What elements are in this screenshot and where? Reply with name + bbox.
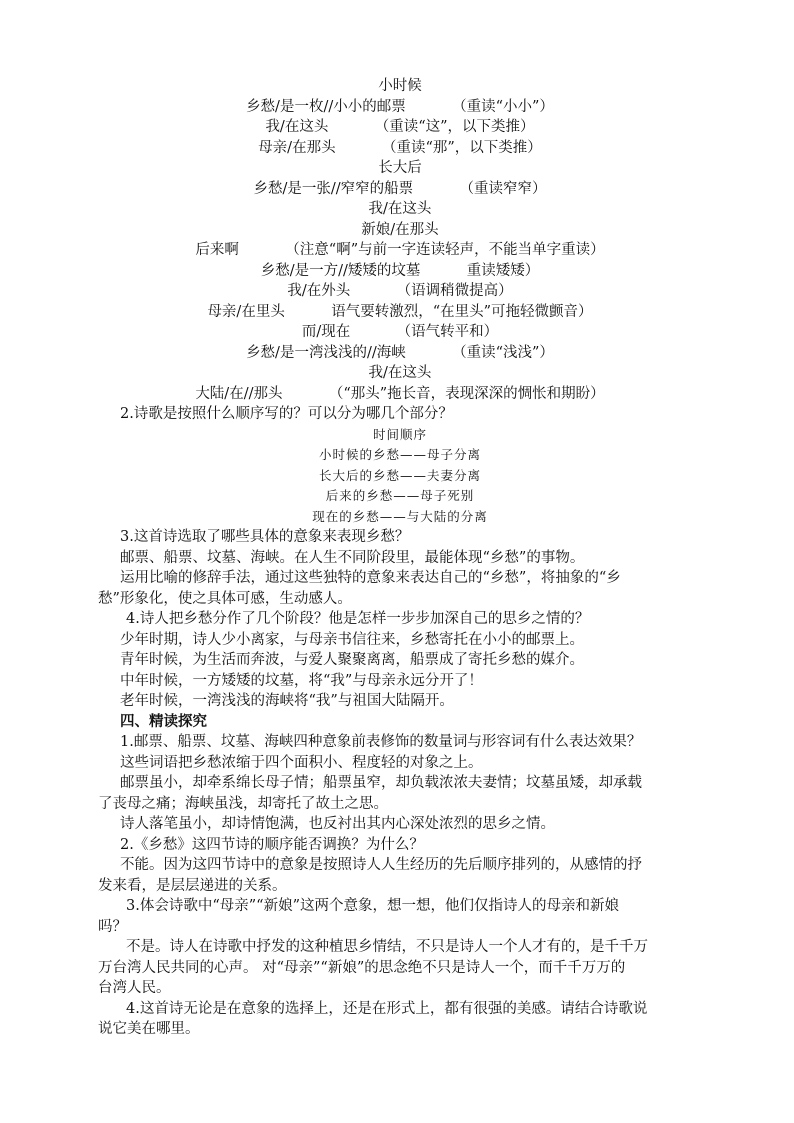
answer-line: 万台湾人民共同的心声。 对“母亲”“新娘”的思念绝不只是诗人一个，而千千万万的 (98, 959, 626, 976)
poem-line: 母亲/在那头 （重读“那”，以下类推） (258, 139, 542, 156)
poem-line: 小时候 (378, 78, 422, 94)
answer-line: 青年时候，为生活而奔波，与爱人聚聚离离，船票成了寄托乡愁的媒介。 (120, 652, 584, 668)
reading-note: （重读“浅浅”） (452, 344, 554, 361)
answer-line: 少年时期，诗人少小离家，与母亲书信往来，乡愁寄托在小小的邮票上。 (120, 631, 584, 648)
section4-question-2: 2.《乡愁》这四节诗的顺序能否调换？为什么？ (120, 836, 424, 853)
poem-line: 乡愁/是一枚//小小的邮票 （重读“小小”） (246, 98, 554, 115)
poem-line: 长大后 (378, 160, 422, 176)
answer-line: 老年时候，一湾浅浅的海峡将“我”与祖国大陆隔开。 (120, 693, 454, 709)
diagram-item: 小时候的乡愁——母子分离 (318, 447, 481, 462)
question-2: 2.诗歌是按照什么顺序写的？可以分为哪几个部分？ (120, 406, 453, 422)
poem-line: 我/在外头 （语调稍微提高） (287, 283, 513, 299)
section4-question-4: 4.这首诗无论是在意象的选择上，还是在形式上，都有很强的美感。请结合诗歌说 (126, 1000, 648, 1017)
answer-line: 了丧母之痛；海峡虽浅，却寄托了故土之思。 (98, 795, 388, 812)
answer-line: 中年时候，一方矮矮的坟墓，将“我”与母亲永远分开了！ (120, 672, 483, 689)
poem-line: 乡愁/是一湾浅浅的//海峡 （重读“浅浅”） (246, 344, 554, 361)
section4-question-1: 1.邮票、船票、坟墓、海峡四种意象前表修饰的数量词与形容词有什么表达效果？ (120, 734, 642, 750)
poem-line: 新娘/在那头 (361, 221, 439, 238)
reading-note: （注意“啊”与前一字连读轻声，不能当单字重读） (285, 242, 605, 258)
section4-question-3-cont: 吗？ (98, 918, 127, 935)
poem-line: 母亲/在里头 语气要转激烈，“在里头”可拖轻微颤音） (207, 303, 593, 320)
answer-line: 台湾人民。 (98, 980, 171, 996)
answer-line: 不能。因为这四节诗中的意象是按照诗人人生经历的先后顺序排列的，从感情的抒 (120, 857, 642, 873)
answer-line: 邮票虽小，却牵系绵长母子情；船票虽窄，却负载浓浓夫妻情；坟墓虽矮，却承载 (120, 775, 642, 791)
answer-line: 愁”形象化，使之具体可感，生动感人。 (98, 590, 352, 607)
section4-question-3: 3.体会诗歌中“母亲”“新娘”这两个意象，想一想，他们仅指诗人的母亲和新娘 (126, 898, 619, 914)
reading-note: 语气要转激烈，“在里头”可拖轻微颤音） (331, 303, 593, 320)
section-heading: 四、精读探究 (120, 712, 207, 730)
poem-line: 乡愁/是一方//矮矮的坟墓 重读矮矮） (260, 262, 540, 279)
reading-note: （语气转平和） (396, 324, 499, 340)
answer-line: 发来看，是层层递进的关系。 (98, 877, 287, 894)
answer-line: 不是。诗人在诗歌中抒发的这种植思乡情结，不只是诗人一个人才有的，是千千万 (126, 939, 648, 955)
reading-note: （重读窄窄） (459, 180, 547, 197)
poem-line: 大陆/在//那头 （“那头”拖长音，表现深深的惆怅和期盼） (195, 385, 605, 402)
reading-note: （重读“小小”） (452, 98, 554, 115)
section4-question-4-cont: 说它美在哪里。 (98, 1021, 200, 1037)
answer-line: 邮票、船票、坟墓、海峡。在人生不同阶段里，最能体现“乡愁”的事物。 (120, 549, 585, 566)
poem-line: 而/现在 （语气转平和） (301, 324, 499, 340)
sequence-diagram (120, 425, 680, 528)
answer-line: 运用比喻的修辞手法，通过这些独特的意象来表达自己的“乡愁”，将抽象的“乡 (120, 570, 621, 586)
question-3: 3.这首诗选取了哪些具体的意象来表现乡愁？ (120, 529, 410, 545)
poem-reading-guide (120, 76, 680, 404)
reading-note: （“那头”拖长音，表现深深的惆怅和期盼） (328, 385, 605, 402)
poem-line: 我/在这头 （重读“这”，以下类推） (265, 119, 535, 135)
diagram-item: 现在的乡愁——与大陆的分离 (312, 508, 488, 524)
reading-note: （语调稍微提高） (396, 283, 513, 299)
diagram-item: 长大后的乡愁——夫妻分离 (318, 467, 481, 483)
document-body (98, 76, 680, 1040)
poem-line: 后来啊 （注意“啊”与前一字连读轻声，不能当单字重读） (195, 242, 605, 258)
diagram-item: 后来的乡愁——母子死别 (325, 488, 475, 503)
poem-line: 我/在这头 (368, 365, 432, 381)
reading-note: （重读“那”，以下类推） (381, 139, 542, 156)
reading-note: 重读矮矮） (466, 262, 540, 279)
question-4: 4.诗人把乡愁分作了几个阶段？他是怎样一步步加深自己的思乡之情的？ (126, 611, 590, 627)
reading-note: （重读“这”，以下类推） (374, 119, 535, 135)
answer-line: 这些词语把乡愁浓缩于四个面积小、程度轻的对象之上。 (120, 754, 483, 771)
answer-line: 诗人落笔虽小，却诗情饱满，也反衬出其内心深处浓烈的思乡之情。 (120, 816, 555, 832)
poem-line: 乡愁/是一张//窄窄的船票 （重读窄窄） (253, 180, 547, 197)
poem-line: 我/在这头 (368, 201, 432, 217)
diagram-heading: 时间顺序 (372, 426, 427, 442)
